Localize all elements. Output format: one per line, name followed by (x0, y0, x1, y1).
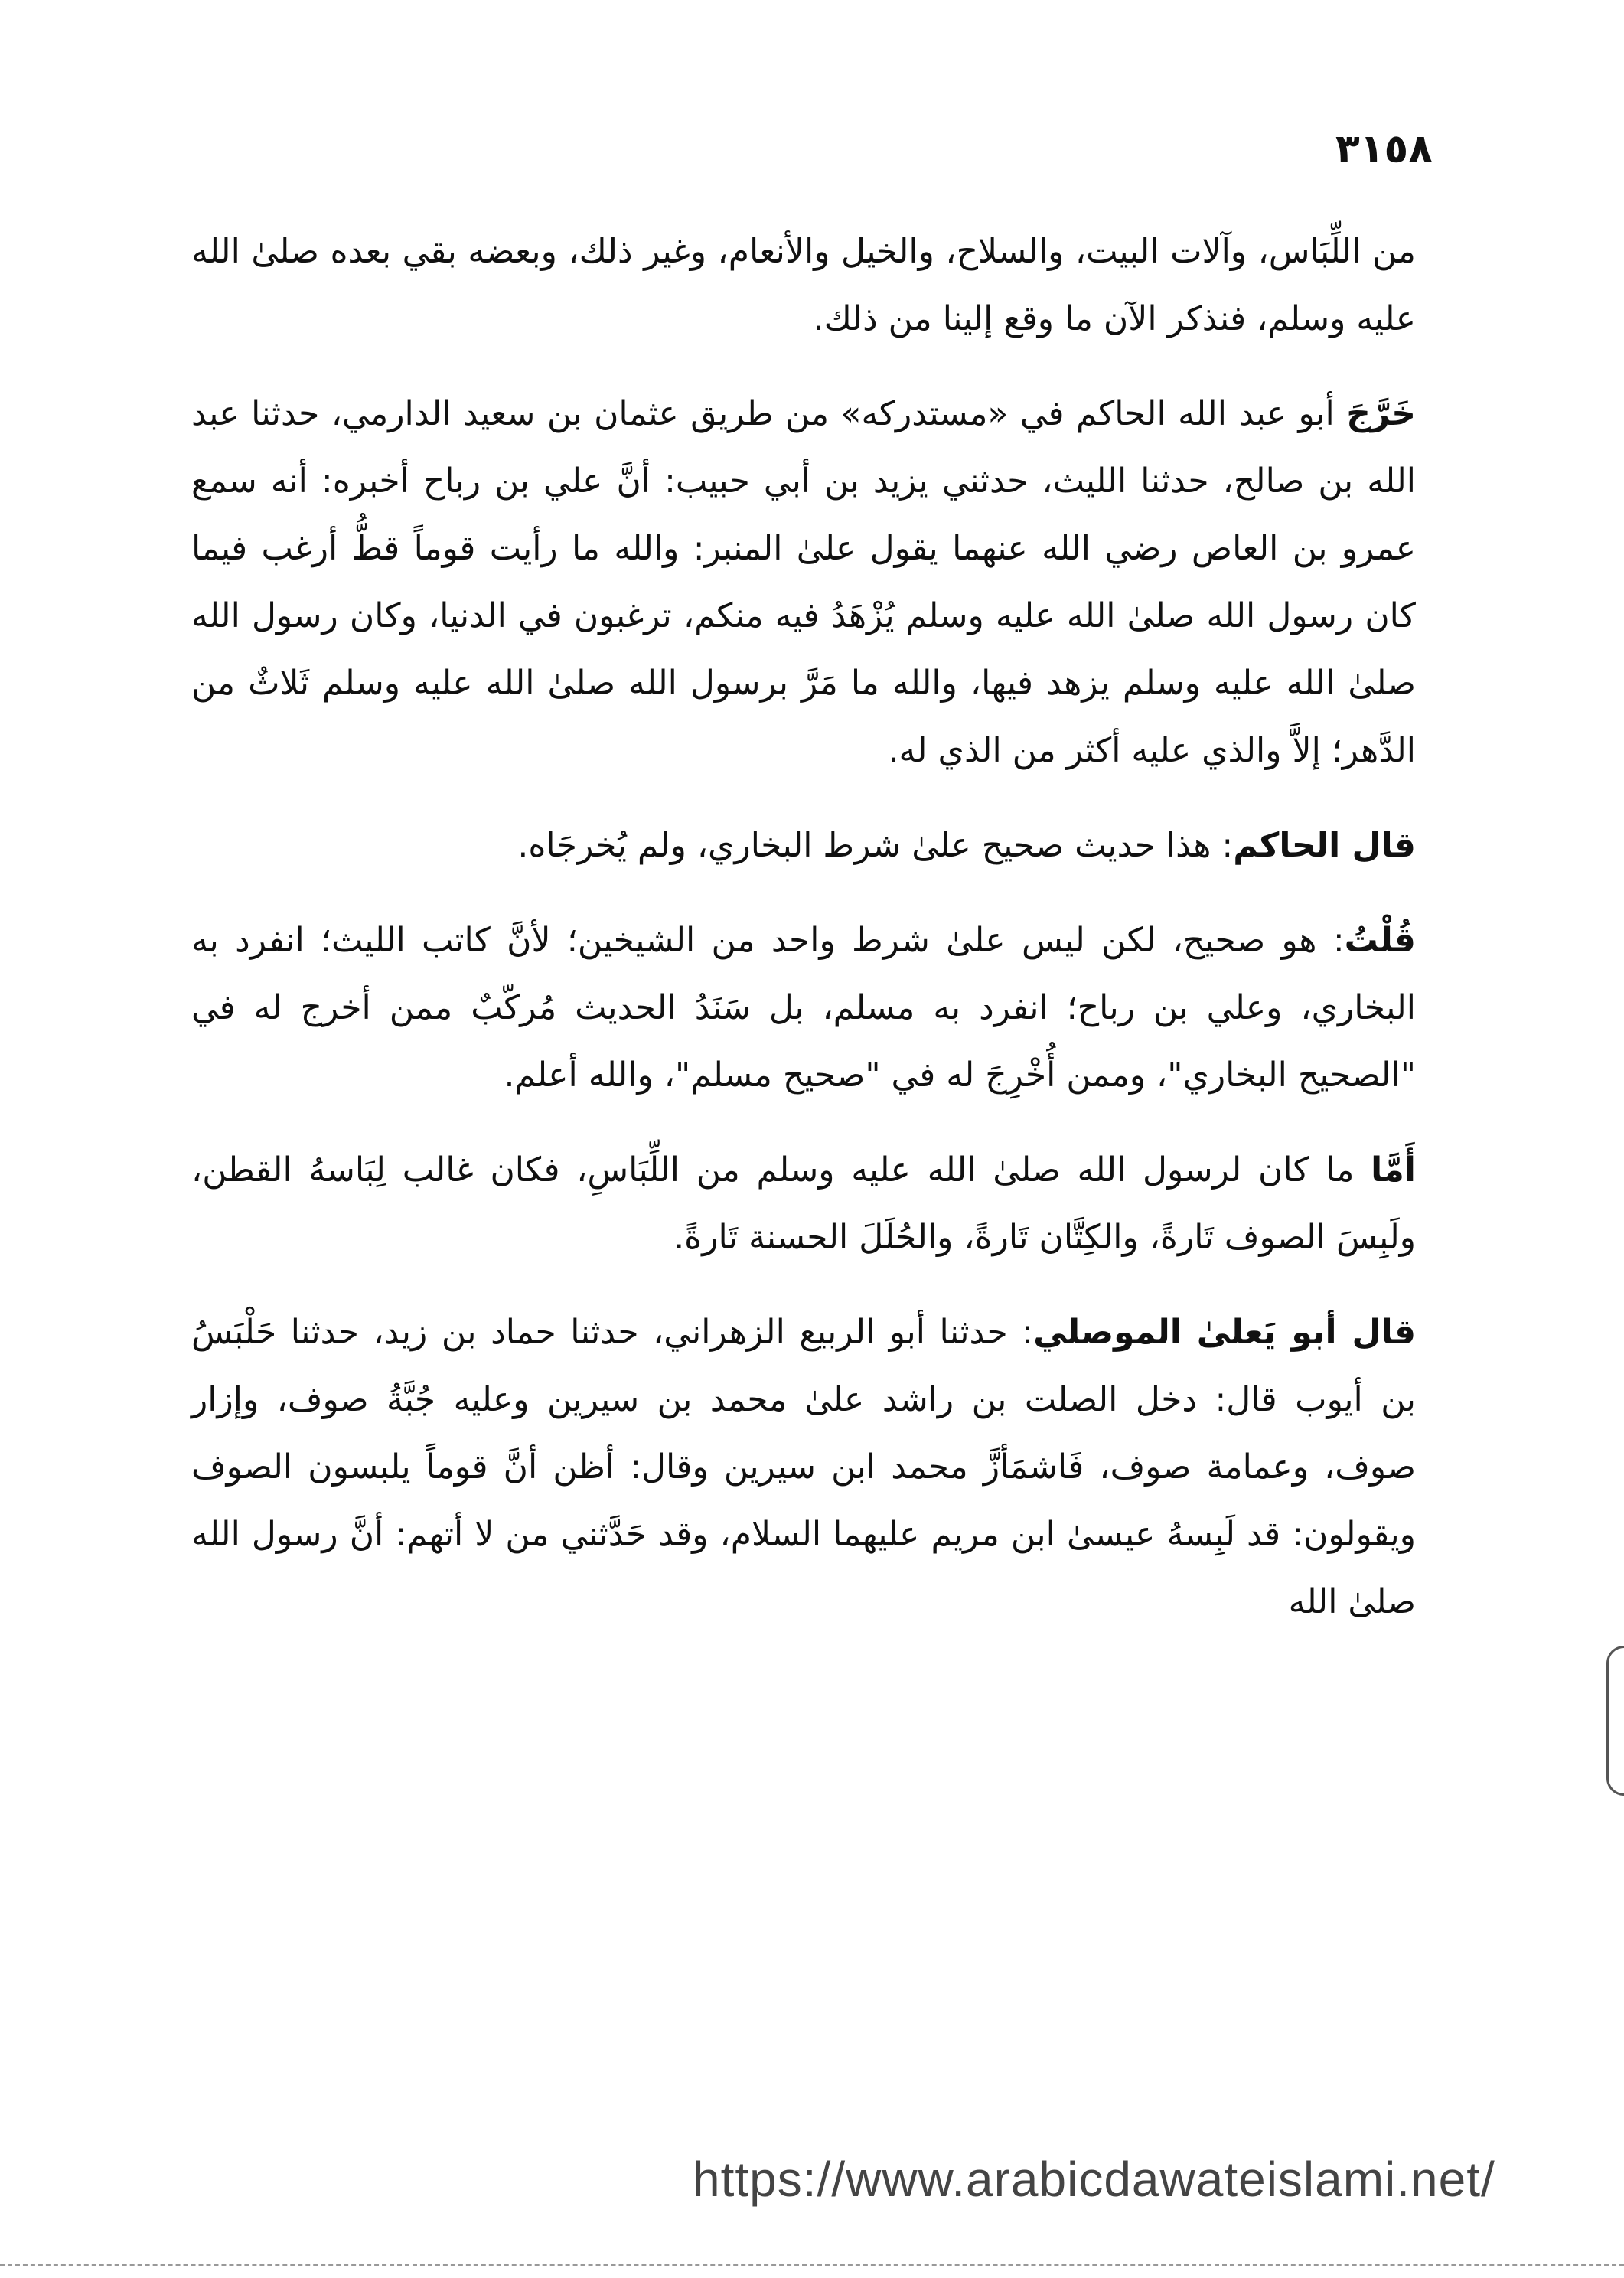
scan-bottom-line (0, 2264, 1624, 2267)
paragraph-3 (191, 812, 1416, 880)
paragraph-2 (191, 380, 1416, 785)
paragraph-text: ما كان لرسول الله صلىٰ الله عليه وسلم من اللِّبَاسِ، فكان غالب لِبَاسهُ القطن، ولَبِسَ الصوف تَارةً، والكِتَّان تَارةً، والحُلَلَ الحسنة تَارةً. (191, 1150, 1416, 1257)
paragraph-lead: قُلْتُ (1344, 921, 1416, 960)
paragraph-text: : هذا حديث صحيح علىٰ شرط البخاري، ولم يُخرجَاه. (517, 826, 1234, 865)
body-text (191, 218, 1416, 1663)
paragraph-lead: أَمَّا (1371, 1150, 1416, 1190)
watermark-url: https://www.arabicdawateislami.net/ (693, 2152, 1495, 2207)
paragraph-text: : حدثنا أبو الربيع الزهراني، حدثنا حماد بن زيد، حدثنا حَلْبَسُ بن أيوب قال: دخل الصلت بن راشد علىٰ محمد بن سيرين وعليه جُبَّةُ صوف، وإزار صوف، وعمامة صوف، فَاشمَأزَّ محمد ابن سيرين وقال: أظن أنَّ قوماً يلبسون الصوف ويقولون: قد لَبِسهُ عيسىٰ ابن مريم عليهما السلام، وقد حَدَّثني من لا أتهم: أنَّ رسول الله صلىٰ الله (191, 1313, 1416, 1621)
paragraph-text: أبو عبد الله الحاكم في «مستدركه» من طريق عثمان بن سعيد الدارمي، حدثنا عبد الله بن صالح، حدثنا الليث، حدثني يزيد بن أبي حبيب: أنَّ علي بن رباح أخبره: أنه سمع عمرو بن العاص رضي الله عنهما يقول علىٰ المنبر: والله ما رأيت قوماً قطُّ أرغب فيما كان رسول الله صلىٰ الله عليه وسلم يُزْهَدُ فيه منكم، ترغبون في الدنيا، وكان رسول الله صلىٰ الله عليه وسلم يزهد فيها، والله ما مَرَّ برسول الله صلىٰ الله عليه وسلم ثَلاثٌ من الدَّهر؛ إلاَّ والذي عليه أكثر من الذي له. (191, 394, 1416, 770)
paragraph-text: من اللِّبَاس، وآلات البيت، والسلاح، والخيل والأنعام، وغير ذلك، وبعضه بقي بعده صلىٰ الله عليه وسلم، فنذكر الآن ما وقع إلينا من ذلك. (191, 232, 1416, 338)
paragraph-6 (191, 1299, 1416, 1636)
paragraph-lead: قال أبو يَعلىٰ الموصلي (1033, 1313, 1417, 1352)
page-number: ٣١٥٨ (1335, 126, 1433, 172)
paragraph-lead: قال الحاكم (1233, 826, 1416, 865)
paragraph-text: : هو صحيح، لكن ليس علىٰ شرط واحد من الشيخين؛ لأنَّ كاتب الليث؛ انفرد به البخاري، وعلي بن رباح؛ انفرد به مسلم، بل سَنَدُ الحديث مُركّبٌ ممن أخرج له في "الصحيح البخاري"، وممن أُخْرِجَ له في "صحيح مسلم"، والله أعلم. (191, 921, 1416, 1095)
paragraph-lead: خَرَّجَ (1346, 394, 1416, 433)
page-edge-mark (1606, 1646, 1624, 1796)
paragraph-1 (191, 218, 1416, 353)
paragraph-4 (191, 907, 1416, 1109)
paragraph-5 (191, 1137, 1416, 1271)
